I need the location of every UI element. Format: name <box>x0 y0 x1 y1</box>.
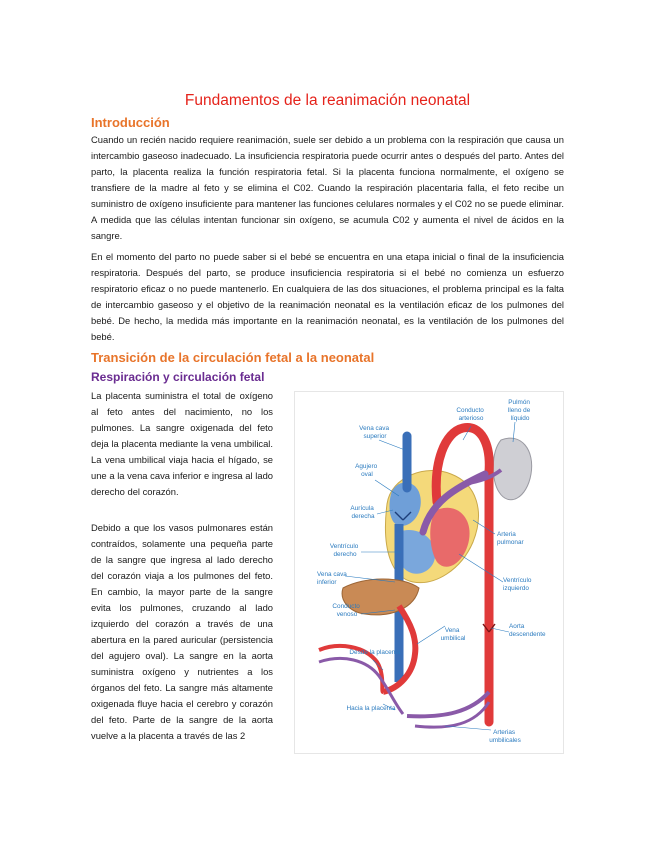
label-conducto-arterioso: Conducto arterioso <box>456 407 484 422</box>
label-vena-cava-inferior: Vena cava inferior <box>317 571 347 586</box>
label-ventriculo-derecho: Ventrículo derecho <box>329 543 359 558</box>
intro-paragraph-1: Cuando un recién nacido requiere reanimación, suele ser debido a un problema con la respiración que causa un intercambio gaseoso inadecuado. La insuficiencia respiratoria puede ocurrir antes o después del parto. Antes del parto, la placenta realiza la función respiratoria fetal. Si la placenta funciona normalmente, el oxígeno se transfiere de la madre al feto y se elimina el C02. Cuando la respiración placentaria falla, el feto recibe un suministro de oxígeno insuficiente para mantener las funciones celulares normales y el C02 no se puede eliminar. A medida que las células intentan funcionar sin oxígeno, se acumula C02 y aumenta el nivel de ácidos en la sangre. <box>91 134 564 241</box>
lung-shape <box>493 438 531 500</box>
label-ventriculo-izquierdo: Ventrículo izquierdo <box>503 577 532 592</box>
label-desde-placenta: Desde la placenta <box>349 649 401 656</box>
label-agujero-oval: Agujero oval <box>355 463 378 478</box>
label-conducto-venoso: Conducto venoso <box>332 603 360 618</box>
label-vena-umbilical: Vena umbilical <box>440 627 466 642</box>
fetal-circulation-figure <box>294 391 564 754</box>
document-title: Fundamentos de la reanimación neonatal <box>184 92 471 109</box>
subheading-respiracion: Respiración y circulación fetal <box>91 370 265 384</box>
transition-paragraph-1: La placenta suministra el total de oxígeno al feto antes del nacimiento, no los pulmones. La sangre oxigenada del feto deja la placenta mediante la vena umbilical. La vena umbilical viaja hacia el hígado, se une a la vena cava inferior e ingresa al lado derecho del corazón. <box>91 390 273 497</box>
label-hacia-placenta: Hacia la placenta <box>346 705 396 712</box>
intro-paragraph-2: En el momento del parto no puede saber si el bebé se encuentra en una etapa inicial o final de la insuficiencia respiratoria. Después del parto, se produce insuficiencia respiratoria si el bebé no comienza un esfuerzo respiratorio eficaz o no puede mantenerlo. En cualquiera de las dos situaciones, el problema principal es la falta de intercambio gaseoso y el objetivo de la reanimación neonatal es la ventilación eficaz de los pulmones del bebé. De hecho, la medida más importante en la reanimación neonatal, es la ventilación de los pulmones del bebé. <box>91 251 564 342</box>
label-auricula-derecha: Aurícula derecha <box>350 505 375 520</box>
label-arteria-pulmonar: Arteria pulmonar <box>497 531 524 546</box>
heading-introduccion: Introducción <box>91 115 170 130</box>
label-pulmon: Pulmón lleno de líquido <box>507 399 531 422</box>
fetal-circulation-diagram <box>295 392 563 753</box>
label-vena-cava-superior: Vena cava superior <box>359 425 390 440</box>
label-arterias-umbilicales: Arterias umbilicales <box>489 729 521 744</box>
label-aorta-descendente: Aorta descendente <box>509 623 546 638</box>
transition-paragraph-2: Debido a que los vasos pulmonares están contraídos, solamente una pequeña parte de la sangre que ingresa al lado derecho del corazón viaja a los pulmones del feto. En cambio, la mayor parte de la sangre evita los pulmones, cruzando al lado izquierdo del corazón a través de una abertura en la pared auricular (persistencia del agujero oval). La sangre en la aorta suministra oxígeno y nutrientes a los órganos del feto. La sangre más altamente oxigenada fluye hacia el cerebro y corazón del feto. Parte de la sangre de la aorta vuelve a la placenta a través de las 2 <box>91 522 273 741</box>
umbilical-arteries <box>407 692 489 716</box>
heading-transicion: Transición de la circulación fetal a la neonatal <box>91 350 375 365</box>
